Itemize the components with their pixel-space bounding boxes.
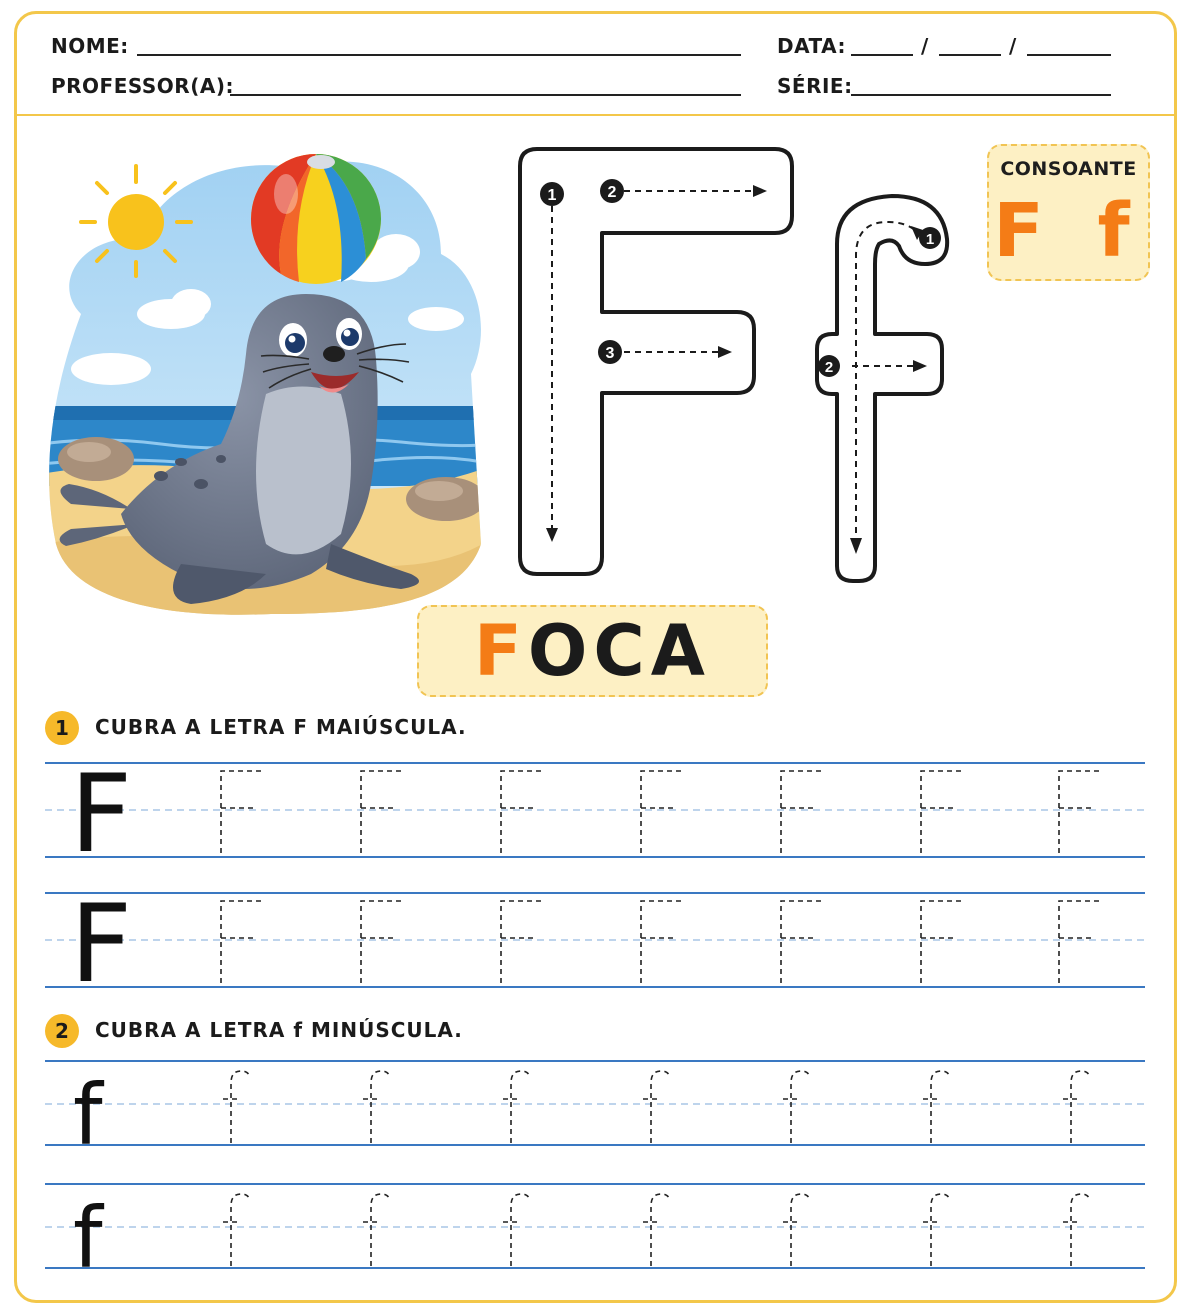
date-day-field[interactable] — [851, 54, 913, 56]
lowercase-model-letter: f — [73, 1066, 103, 1151]
date-separator: / — [921, 34, 929, 58]
dashed-uppercase-letter — [361, 771, 401, 853]
beach-ball-icon — [251, 154, 381, 284]
lowercase-practice-row-2[interactable] — [45, 1182, 1145, 1274]
letter-trace-guide — [497, 134, 977, 594]
dashed-lowercase-letter — [783, 1071, 809, 1143]
uppercase-practice-row-1[interactable] — [45, 761, 1145, 861]
dashed-lowercase-letter — [643, 1071, 669, 1143]
dashed-uppercase-letter — [921, 771, 961, 853]
step-number: 1 — [547, 187, 557, 204]
word-card — [417, 605, 768, 697]
step-number: 3 — [605, 345, 615, 362]
dashed-lowercase-letter — [1063, 1071, 1089, 1143]
dashed-uppercase-letter — [641, 771, 681, 853]
uppercase-model-letter: F — [70, 891, 133, 991]
dashed-lowercase-letter — [223, 1194, 249, 1266]
dashed-uppercase-letter — [921, 901, 961, 983]
exercise-text: CUBRA A LETRA f MINÚSCULA. — [95, 1018, 463, 1042]
grade-label: SÉRIE: — [777, 74, 853, 98]
date-label: DATA: — [777, 34, 846, 58]
teacher-label: PROFESSOR(A): — [51, 74, 234, 98]
uppercase-trace-letters — [221, 771, 1099, 853]
date-year-field[interactable] — [1027, 54, 1111, 56]
lowercase-model-letter: f — [73, 1189, 103, 1274]
word-text — [419, 607, 766, 695]
lowercase-trace-row — [45, 1059, 1145, 1151]
uppercase-trace-letters — [221, 901, 1099, 983]
worksheet — [14, 11, 1177, 1303]
lowercase-practice-row-1[interactable] — [45, 1059, 1145, 1151]
dashed-lowercase-letter — [1063, 1194, 1089, 1266]
lowercase-trace-row — [45, 1182, 1145, 1274]
dashed-uppercase-letter — [501, 771, 541, 853]
dashed-uppercase-letter — [221, 901, 261, 983]
header — [17, 14, 1174, 116]
consonant-label: CONSOANTE — [1000, 158, 1137, 180]
date-separator: / — [1009, 34, 1017, 58]
uppercase-model-letter: F — [70, 761, 133, 861]
uppercase-practice-row-2[interactable] — [45, 891, 1145, 991]
exercise-text: CUBRA A LETRA F MAIÚSCULA. — [95, 715, 467, 739]
lowercase-trace-letters — [223, 1071, 1089, 1143]
consonant-card — [987, 144, 1150, 281]
step-number: 2 — [824, 359, 834, 376]
dashed-lowercase-letter — [503, 1194, 529, 1266]
dashed-lowercase-letter — [923, 1194, 949, 1266]
lowercase-trace-letters — [223, 1194, 1089, 1266]
exercise-number-badge: 1 — [45, 711, 79, 745]
word-rest: OCA — [527, 610, 711, 692]
dashed-lowercase-letter — [783, 1194, 809, 1266]
uppercase-trace-row — [45, 761, 1145, 861]
name-field[interactable] — [137, 54, 741, 56]
dashed-uppercase-letter — [361, 901, 401, 983]
dashed-uppercase-letter — [221, 771, 261, 853]
dashed-lowercase-letter — [363, 1194, 389, 1266]
lowercase-letter-outline — [817, 196, 947, 581]
word-first-letter: F — [474, 610, 528, 692]
dashed-lowercase-letter — [923, 1071, 949, 1143]
uppercase-trace-row — [45, 891, 1145, 991]
dashed-uppercase-letter — [1059, 901, 1099, 983]
dashed-lowercase-letter — [363, 1071, 389, 1143]
exercise-number-badge: 2 — [45, 1014, 79, 1048]
teacher-field[interactable] — [230, 94, 741, 96]
date-month-field[interactable] — [939, 54, 1001, 56]
name-label: NOME: — [51, 34, 129, 58]
dashed-uppercase-letter — [501, 901, 541, 983]
seal-illustration — [41, 144, 491, 624]
uppercase-letter-outline — [520, 149, 792, 574]
dashed-lowercase-letter — [503, 1071, 529, 1143]
step-number: 2 — [607, 184, 617, 201]
consonant-letters: F f — [993, 188, 1144, 274]
dashed-uppercase-letter — [1059, 771, 1099, 853]
dashed-lowercase-letter — [223, 1071, 249, 1143]
dashed-uppercase-letter — [641, 901, 681, 983]
grade-field[interactable] — [851, 94, 1111, 96]
step-number: 1 — [925, 231, 935, 248]
dashed-uppercase-letter — [781, 901, 821, 983]
dashed-lowercase-letter — [643, 1194, 669, 1266]
dashed-uppercase-letter — [781, 771, 821, 853]
